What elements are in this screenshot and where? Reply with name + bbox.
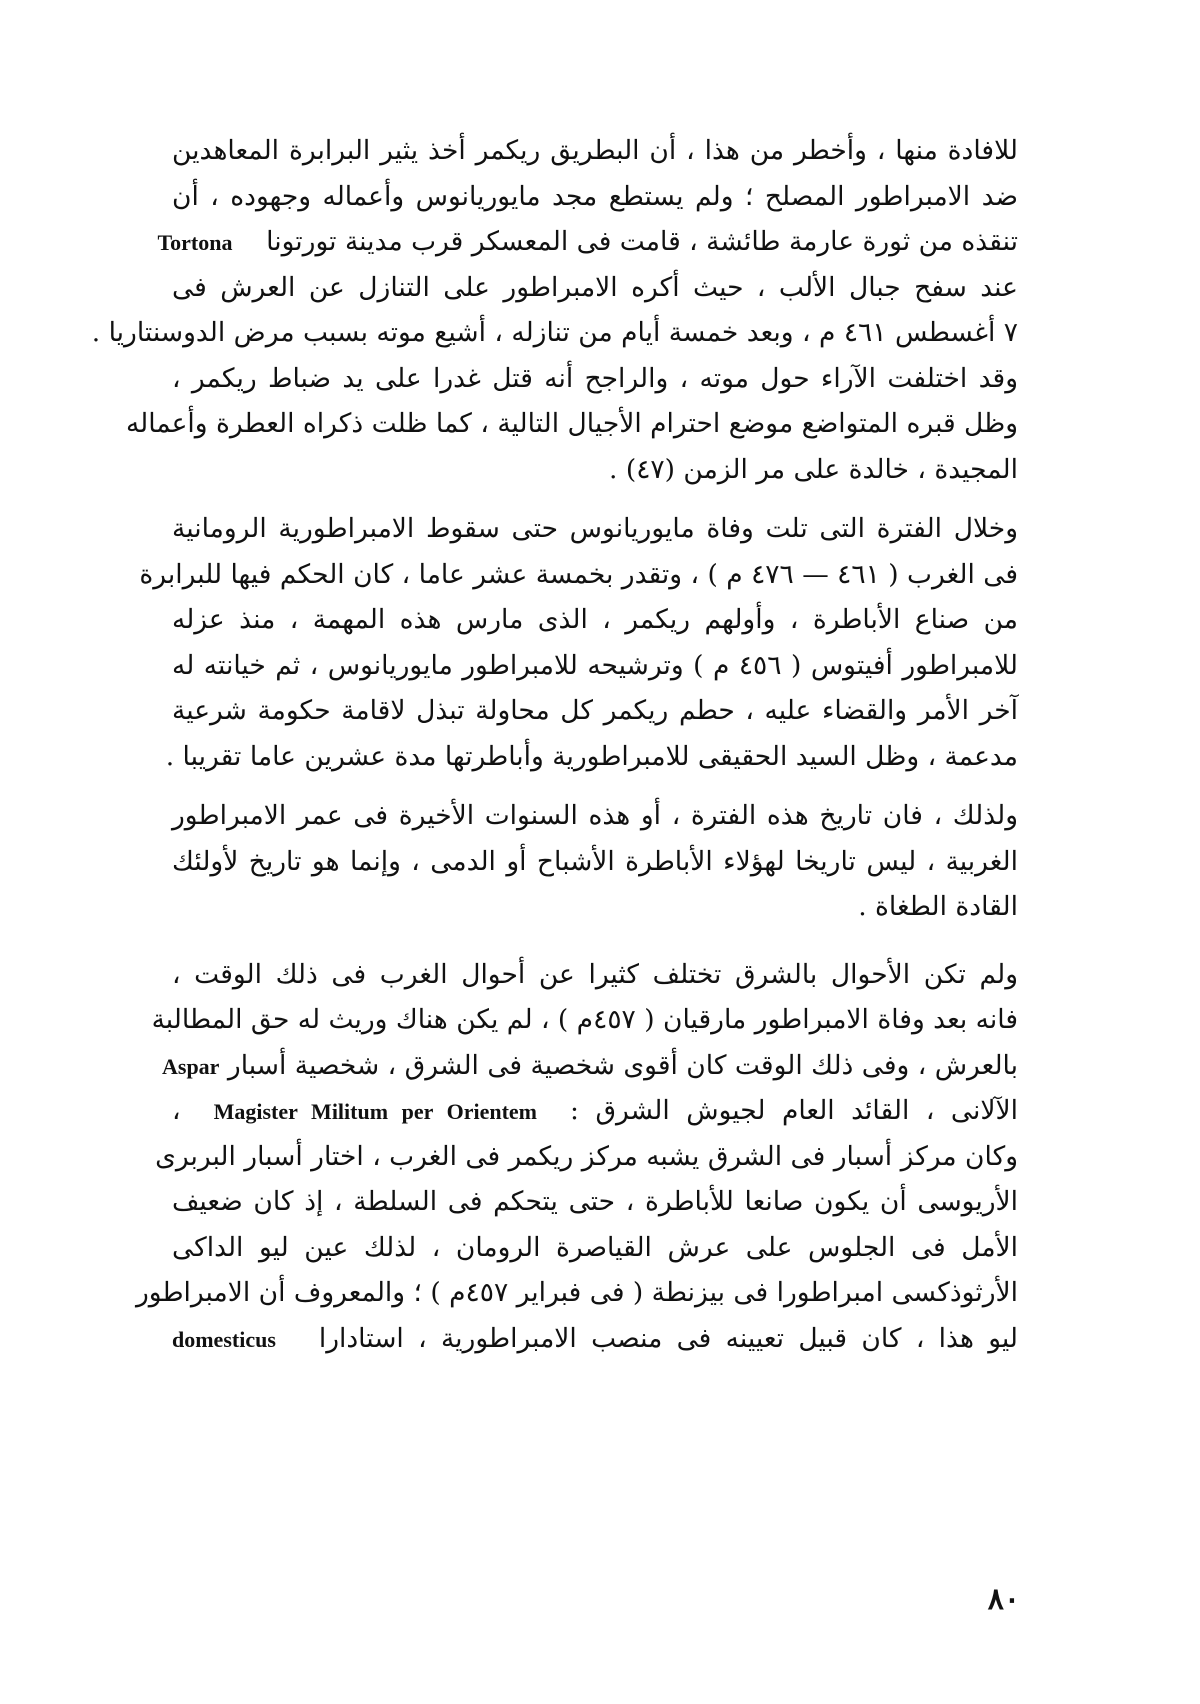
- text-line-with-latin: [157, 219, 1018, 265]
- text-line: الأرثوذكسى امبراطورا فى بيزنطة ( فى فبراير ٤٥٧م ) ؛ والمعروف أن الامبراطور: [135, 1277, 1018, 1308]
- arabic-text: تنقذه من ثورة عارمة طائشة ، قامت فى المعسكر قرب مدينة تورتونا: [266, 226, 1018, 257]
- arabic-text: ليو هذا ، كان قبيل تعيينه فى منصب الامبراطورية ، استادارا: [318, 1322, 1018, 1354]
- text-line: الأريوسى أن يكون صانعا للأباطرة ، حتى يتحكم فى السلطة ، إذ كان ضعيف: [172, 1186, 1018, 1217]
- text-line: فى الغرب ( ٤٦١ — ٤٧٦ م ) ، وتقدر بخمسة عشر عاما ، كان الحكم فيها للبرابرة: [139, 558, 1018, 590]
- text-line: ولذلك ، فان تاريخ هذه الفترة ، أو هذه السنوات الأخيرة فى عمر الامبراطور: [172, 800, 1018, 831]
- latin-term-magister-militum: Magister Militum per Orientem: [213, 1099, 537, 1124]
- text-line: وخلال الفترة التى تلت وفاة مايوريانوس حتى سقوط الامبراطورية الرومانية: [172, 513, 1018, 544]
- text-line: فانه بعد وفاة الامبراطور مارقيان ( ٤٥٧م ) ، لم يكن هناك وريث له حق المطالبة: [151, 1004, 1018, 1035]
- paragraph-4: [135, 952, 1018, 1362]
- text-line-with-latin: [172, 1088, 1018, 1134]
- text-line-with-latin: [172, 1316, 1018, 1362]
- arabic-text: الآلانى ، القائد العام لجيوش الشرق :: [570, 1095, 1018, 1126]
- body-text: [91, 128, 1018, 1361]
- text-line: ولم تكن الأحوال بالشرق تختلف كثيرا عن أحوال الغرب فى ذلك الوقت ،: [172, 958, 1018, 990]
- comma: ،: [172, 1095, 181, 1126]
- paragraph-3: [172, 793, 1018, 930]
- latin-term-domesticus: domesticus: [172, 1326, 276, 1352]
- text-line-with-latin: [162, 1043, 1018, 1089]
- text-line: ٧ أغسطس ٤٦١ م ، وبعد خمسة أيام من تنازله ، أشيع موته بسبب مرض الدوسنتاريا .: [91, 317, 1018, 348]
- text-line: وظل قبره المتواضع موضع احترام الأجيال التالية ، كما ظلت ذكراه العطرة وأعماله: [125, 408, 1018, 439]
- paragraph-2: [139, 506, 1018, 779]
- text-line: الغربية ، ليس تاريخا لهؤلاء الأباطرة الأشباح أو الدمى ، وإنما هو تاريخ لأولئك: [172, 845, 1018, 877]
- text-line: مدعمة ، وظل السيد الحقيقى للامبراطورية وأباطرتها مدة عشرين عاما تقريبا .: [165, 740, 1018, 772]
- arabic-text: بالعرش ، وفى ذلك الوقت كان أقوى شخصية فى الشرق ، شخصية أسبار: [227, 1049, 1018, 1081]
- text-line: المجيدة ، خالدة على مر الزمن (٤٧) .: [609, 453, 1018, 485]
- text-line: للافادة منها ، وأخطر من هذا ، أن البطريق ريكمر أخذ يثير البرابرة المعاهدين: [172, 135, 1018, 166]
- text-line: من صناع الأباطرة ، وأولهم ريكمر ، الذى مارس هذه المهمة ، منذ عزله: [172, 604, 1018, 635]
- text-line: الأمل فى الجلوس على عرش القياصرة الرومان ، لذلك عين ليو الداكى: [172, 1231, 1018, 1263]
- text-line: وكان مركز أسبار فى الشرق يشبه مركز ريكمر فى الغرب ، اختار أسبار البربرى: [155, 1140, 1018, 1172]
- text-line: للامبراطور أفيتوس ( ٤٥٦ م ) وترشيحه للامبراطور مايوريانوس ، ثم خيانته له: [172, 649, 1018, 681]
- text-line: القادة الطغاة .: [858, 891, 1018, 922]
- text-line: وقد اختلفت الآراء حول موته ، والراجح أنه قتل غدرا على يد ضباط ريكمر ،: [172, 362, 1018, 394]
- paragraph-1: [91, 128, 1018, 492]
- latin-term-tortona: Tortona: [157, 230, 233, 255]
- page-number: ٨٠: [987, 1582, 1020, 1617]
- text-line: ضد الامبراطور المصلح ؛ ولم يستطع مجد مايوريانوس وأعماله وجهوده ، أن: [172, 180, 1018, 212]
- text-line: عند سفح جبال الألب ، حيث أكره الامبراطور على التنازل عن العرش فى: [172, 271, 1018, 303]
- latin-term-aspar: Aspar: [162, 1053, 220, 1079]
- text-line: آخر الأمر والقضاء عليه ، حطم ريكمر كل محاولة تبذل لاقامة حكومة شرعية: [172, 695, 1018, 726]
